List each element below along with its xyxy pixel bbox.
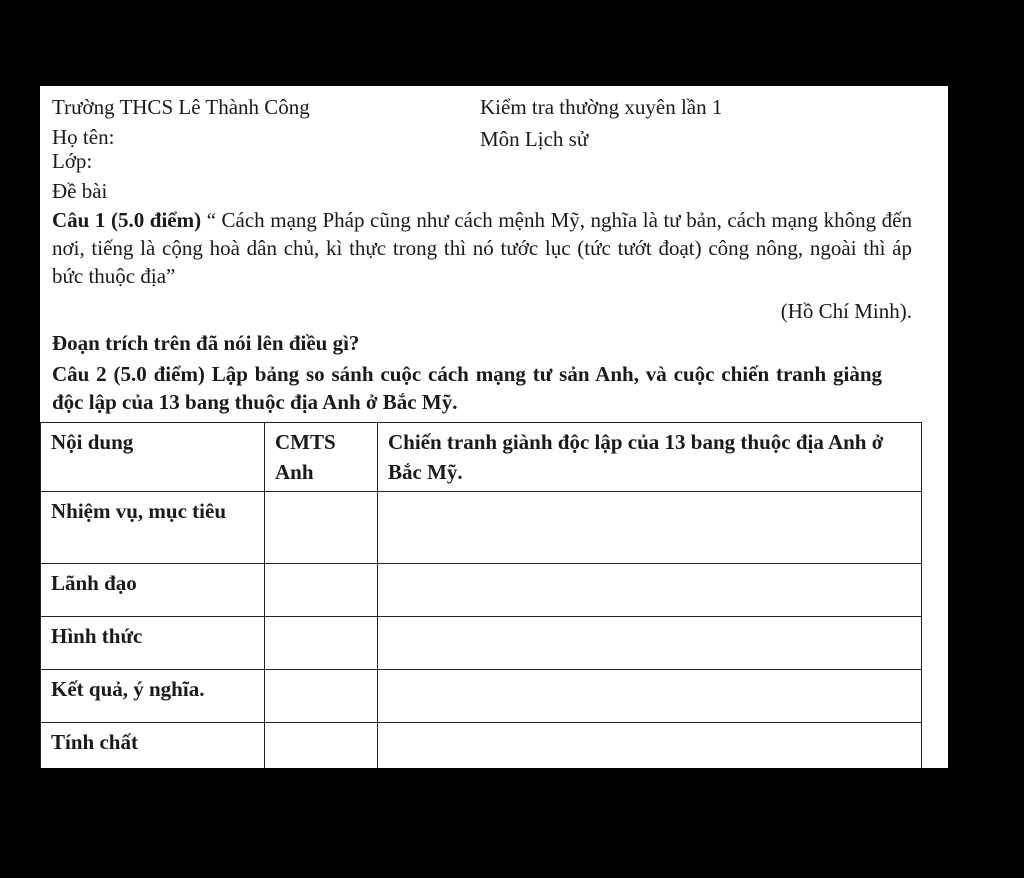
answer-cell	[378, 564, 922, 617]
comparison-table	[40, 422, 922, 768]
answer-cell	[265, 670, 378, 723]
exam-heading: Đề bài	[52, 179, 108, 203]
test-title: Kiểm tra thường xuyên lần 1	[480, 95, 723, 119]
answer-cell	[265, 723, 378, 769]
question-2: Câu 2 (5.0 điểm) Lập bảng so sánh cuộc cách mạng tư sản Anh, và cuộc chiến tranh giàng độc lập của 13 bang thuộc địa Anh ở Bắc Mỹ.	[52, 362, 882, 414]
table-row	[41, 564, 922, 617]
quote-attribution: (Hồ Chí Minh).	[780, 299, 912, 323]
school-name: Trường THCS Lê Thành Công	[52, 95, 310, 119]
answer-cell	[378, 617, 922, 670]
question-1-prompt: Đoạn trích trên đã nói lên điều gì?	[52, 331, 360, 355]
answer-cell	[265, 492, 378, 564]
table-header-row	[41, 423, 922, 492]
question-1-quote: “ Cách mạng Pháp cũng như cách mệnh Mỹ, nghĩa là tư bản, cách mạng không đến nơi, tiếng là cộng hoà dân chủ, kì thực trong thì nó tước lục (tức tướt đoạt) công nông, ngoài thì áp bức thuộc địa”	[52, 208, 912, 288]
header-american-war: Chiến tranh giành độc lập của 13 bang thuộc địa Anh ở Bắc Mỹ.	[378, 423, 922, 492]
answer-cell	[378, 723, 922, 769]
table-row	[41, 617, 922, 670]
question-1	[52, 206, 912, 290]
class-label: Lớp:	[52, 149, 93, 173]
question-1-label: Câu 1 (5.0 điểm)	[52, 208, 202, 232]
table-row	[41, 670, 922, 723]
row-label: Tính chất	[41, 723, 265, 769]
row-label: Lãnh đạo	[41, 564, 265, 617]
row-label: Hình thức	[41, 617, 265, 670]
answer-cell	[378, 492, 922, 564]
header-english-revolution: CMTS Anh	[265, 423, 378, 492]
answer-cell	[265, 564, 378, 617]
name-label: Họ tên:	[52, 125, 115, 149]
answer-cell	[265, 617, 378, 670]
exam-paper	[40, 86, 948, 768]
subject-label: Môn Lịch sử	[480, 127, 589, 151]
table-row	[41, 492, 922, 564]
table-row	[41, 723, 922, 769]
row-label: Kết quả, ý nghĩa.	[41, 670, 265, 723]
answer-cell	[378, 670, 922, 723]
header-content: Nội dung	[41, 423, 265, 492]
row-label: Nhiệm vụ, mục tiêu	[41, 492, 265, 564]
